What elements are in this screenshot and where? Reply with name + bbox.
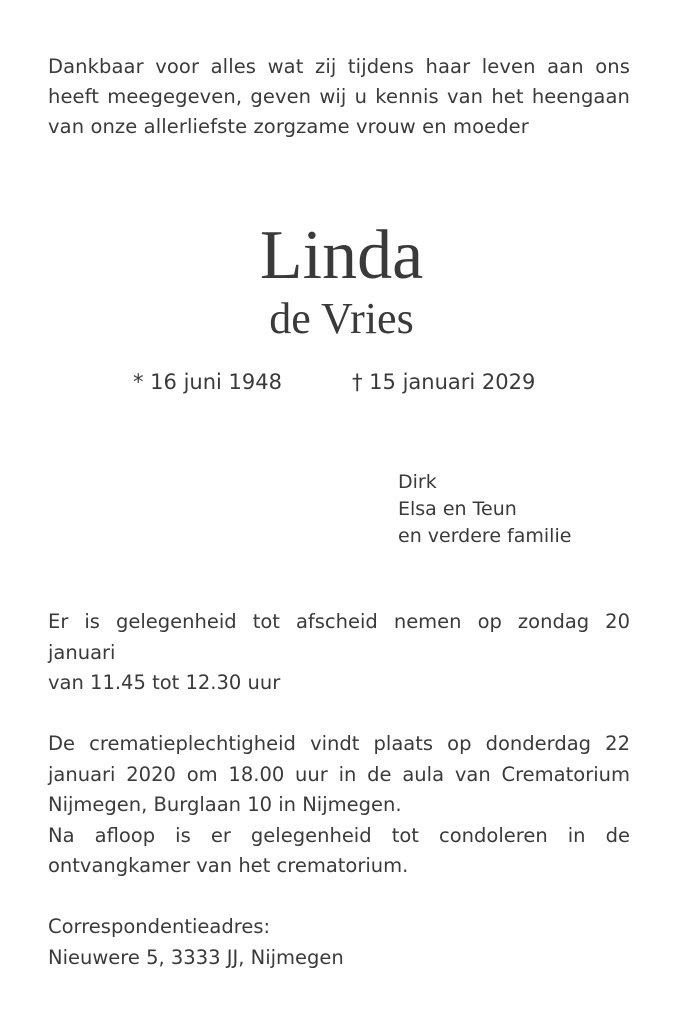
family-member: en verdere familie (398, 525, 572, 547)
deceased-first-name: Linda (259, 217, 424, 294)
intro-line: van onze allerliefste zorgzame vrouw en moeder (48, 115, 529, 138)
ceremony-paragraph (48, 729, 630, 882)
ceremony-line: januari 2020 om 18.00 uur in de aula van Crematorium (48, 762, 630, 786)
ceremony-line: Nijmegen, Burglaan 10 in Nijmegen. (48, 793, 402, 816)
family-signature (398, 469, 571, 550)
farewell-line: van 11.45 tot 12.30 uur (48, 671, 281, 694)
farewell-line: Er is gelegenheid tot afscheid nemen op zondag 20 (48, 610, 630, 633)
death-date: † 15 januari 2029 (352, 370, 536, 394)
correspondence-address: Nieuwere 5, 3333 JJ, Nijmegen (48, 945, 344, 969)
ceremony-line: ontvangkamer van het crematorium. (48, 854, 409, 877)
family-member: Dirk (398, 471, 437, 493)
correspondence-label: Correspondentieadres: (48, 915, 271, 938)
correspondence-block (48, 912, 630, 973)
ceremony-line: Na afloop is er gelegenheid tot condoleren in de (48, 823, 630, 847)
birth-date: * 16 juni 1948 (133, 370, 282, 394)
life-dates (0, 366, 683, 398)
intro-line: heeft meegegeven, geven wij u kennis van het heengaan (48, 85, 630, 108)
deceased-last-name: de Vries (269, 294, 414, 343)
farewell-line: januari (48, 640, 116, 664)
paragraph-gap (48, 882, 630, 913)
intro-paragraph (48, 52, 630, 142)
paragraph-gap (48, 699, 630, 730)
farewell-paragraph (48, 607, 630, 699)
announcement-details (48, 607, 630, 973)
family-member: Elsa en Teun (398, 498, 517, 520)
intro-line: Dankbaar voor alles wat zij tijdens haar leven aan ons (48, 55, 630, 78)
ceremony-line: De crematieplechtigheid vindt plaats op donderdag 22 (48, 732, 630, 755)
